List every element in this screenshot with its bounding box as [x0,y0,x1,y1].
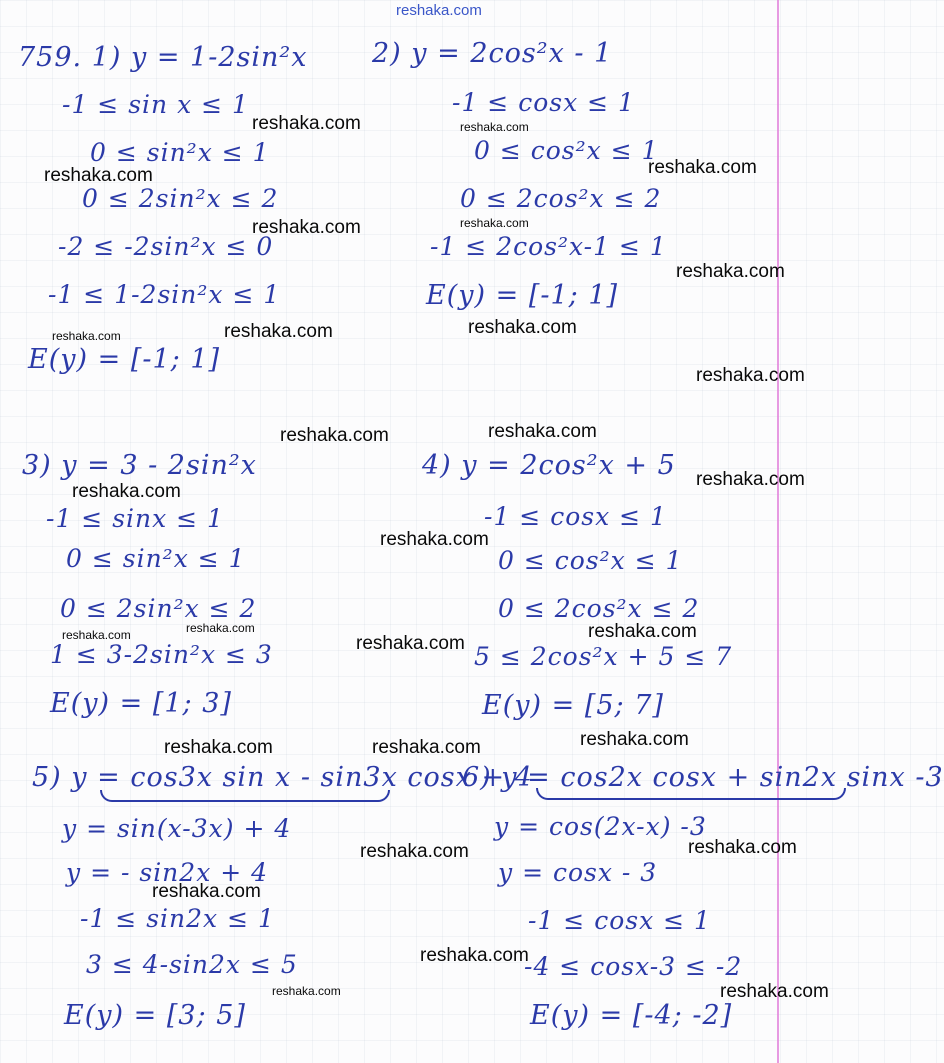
p5-line-3: y = - sin2x + 4 [66,858,269,887]
watermark: reshaka.com [164,737,273,758]
p1-line-3: 0 ≤ sin²x ≤ 1 [90,138,270,167]
p2-line-1: 2) y = 2cos²x - 1 [372,38,613,69]
margin-line [777,0,779,1063]
watermark: reshaka.com [688,837,797,858]
watermark: reshaka.com [648,157,757,178]
watermark: reshaka.com [280,425,389,446]
p1-line-5: -2 ≤ -2sin²x ≤ 0 [58,232,274,261]
watermark: reshaka.com [588,621,697,642]
watermark: reshaka.com [460,120,529,134]
p1-answer: E(y) = [-1; 1] [28,344,221,375]
p4-line-1: 4) y = 2cos²x + 5 [422,450,676,481]
watermark: reshaka.com [696,469,805,490]
p1-line-6: -1 ≤ 1-2sin²x ≤ 1 [48,280,281,309]
watermark: reshaka.com [380,529,489,550]
p5-line-5: 3 ≤ 4-sin2x ≤ 5 [86,950,298,979]
p5-answer: E(y) = [3; 5] [64,1000,246,1031]
watermark: reshaka.com [356,633,465,654]
watermark: reshaka.com [272,984,341,998]
watermark: reshaka.com [420,945,529,966]
watermark: reshaka.com [468,317,577,338]
watermark: reshaka.com [460,216,529,230]
p5-line-2: y = sin(x-3x) + 4 [62,814,292,843]
p6-line-5: -4 ≤ cosx-3 ≤ -2 [524,952,743,981]
watermark: reshaka.com [720,981,829,1002]
p6-answer: E(y) = [-4; -2] [530,1000,733,1031]
watermark-top: reshaka.com [396,2,482,19]
p4-line-5: 5 ≤ 2cos²x + 5 ≤ 7 [474,642,733,671]
p4-line-4: 0 ≤ 2cos²x ≤ 2 [498,594,700,623]
p5-brace [100,790,390,802]
watermark: reshaka.com [62,628,131,642]
p3-line-3: 0 ≤ sin²x ≤ 1 [66,544,246,573]
watermark: reshaka.com [580,729,689,750]
p3-line-4: 0 ≤ 2sin²x ≤ 2 [60,594,257,623]
watermark: reshaka.com [360,841,469,862]
p2-line-5: -1 ≤ 2cos²x-1 ≤ 1 [430,232,667,261]
watermark: reshaka.com [152,881,261,902]
watermark: reshaka.com [72,481,181,502]
watermark: reshaka.com [252,113,361,134]
watermark: reshaka.com [224,321,333,342]
watermark: reshaka.com [252,217,361,238]
p4-answer: E(y) = [5; 7] [482,690,664,721]
watermark: reshaka.com [372,737,481,758]
p1-line-2: -1 ≤ sin x ≤ 1 [62,90,249,119]
p6-line-3: y = cosx - 3 [498,858,658,887]
p3-answer: E(y) = [1; 3] [50,688,232,719]
p1-line-4: 0 ≤ 2sin²x ≤ 2 [82,184,279,213]
p4-line-3: 0 ≤ cos²x ≤ 1 [498,546,683,575]
p2-line-3: 0 ≤ cos²x ≤ 1 [474,136,659,165]
p2-answer: E(y) = [-1; 1] [426,280,619,311]
p6-line-4: -1 ≤ cosx ≤ 1 [528,906,711,935]
p5-line-4: -1 ≤ sin2x ≤ 1 [80,904,275,933]
watermark: reshaka.com [186,621,255,635]
watermark: reshaka.com [676,261,785,282]
p2-line-2: -1 ≤ cosx ≤ 1 [452,88,635,117]
watermark: reshaka.com [488,421,597,442]
p2-line-4: 0 ≤ 2cos²x ≤ 2 [460,184,662,213]
p3-line-1: 3) y = 3 - 2sin²x [22,450,257,481]
p3-line-2: -1 ≤ sinx ≤ 1 [46,504,224,533]
watermark: reshaka.com [44,165,153,186]
watermark: reshaka.com [52,329,121,343]
p3-line-5: 1 ≤ 3-2sin²x ≤ 3 [50,640,273,669]
p5-line-1: 5) y = cos3x sin x - sin3x cosx + 4 [32,762,533,793]
p4-line-2: -1 ≤ cosx ≤ 1 [484,502,667,531]
p1-line-1: 759. 1) y = 1-2sin²x [18,42,308,73]
p6-line-2: y = cos(2x-x) -3 [494,812,707,841]
p6-line-1: 6) y = cos2x cosx + sin2x sinx -3 [462,762,944,793]
watermark: reshaka.com [696,365,805,386]
p6-brace [536,788,846,800]
